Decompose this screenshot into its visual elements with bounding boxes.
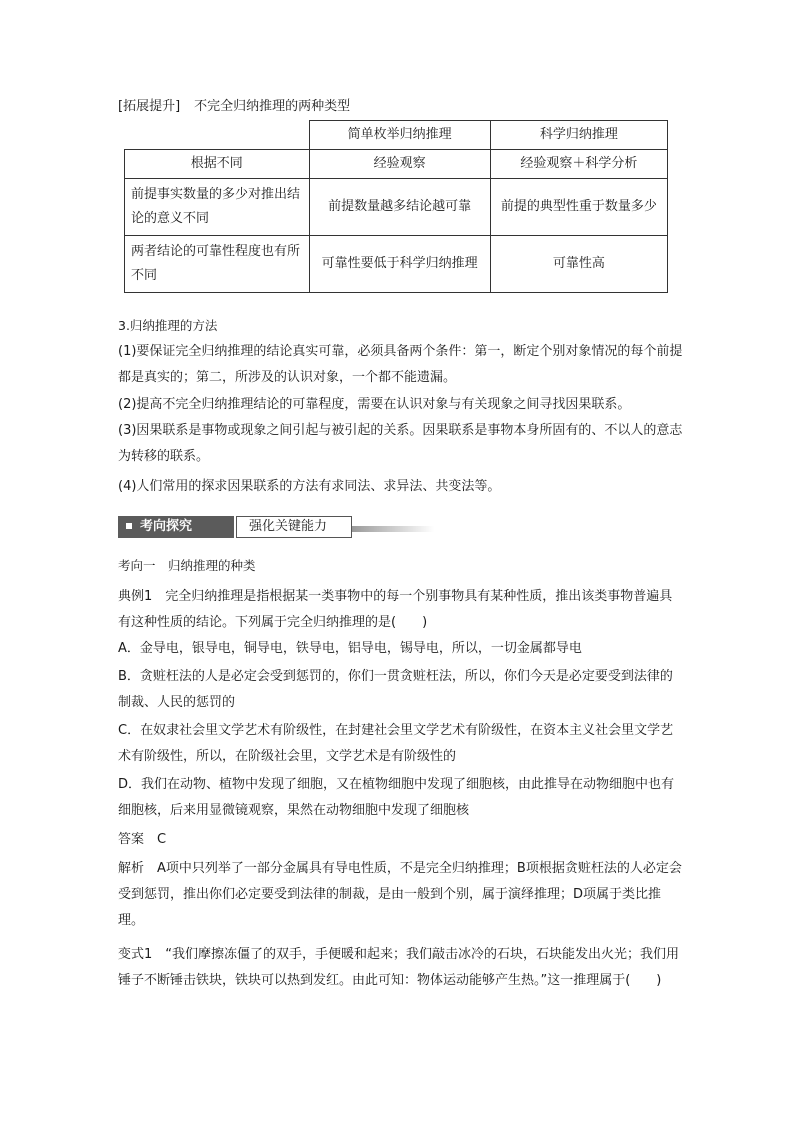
example-option-d: D．我们在动物、植物中发现了细胞，又在植物细胞中发现了细胞核，由此推导在动物细胞中也有细胞核，后来用显微镜观察，果然在动物细胞中发现了细胞核 xyxy=(118,777,675,818)
comparison-table xyxy=(124,120,668,293)
direction-title: 考向一 归纳推理的种类 xyxy=(118,558,256,573)
banner-dark-label: 考向探究 xyxy=(118,516,234,538)
method-paragraph-3: (3)因果联系是事物或现象之间引起与被引起的关系。因果联系是事物本身所固有的、不以人的意志为转移的联系。 xyxy=(118,423,683,464)
extension-heading xyxy=(118,95,350,114)
table-cell-label: 前提事实数量的多少对推出结论的意义不同 xyxy=(125,179,310,236)
answer-label: 答案 xyxy=(118,832,145,847)
example-stem xyxy=(118,584,683,636)
section-banner xyxy=(118,516,434,538)
table-header-scientific: 科学归纳推理 xyxy=(490,121,667,150)
example-label: 典例1 xyxy=(118,589,153,604)
table-cell-scientific: 可靠性高 xyxy=(490,236,667,293)
table-row xyxy=(125,150,668,179)
analysis-label: 解析 xyxy=(118,861,145,876)
example-option-a: A．金导电，银导电，铜导电，铁导电，铝导电，锡导电，所以，一切金属都导电 xyxy=(118,641,582,656)
extension-title: 不完全归纳推理的两种类型 xyxy=(194,99,351,114)
example-option-b: B．贪赃枉法的人是必定会受到惩罚的，你们一贯贪赃枉法，所以，你们今天是必定要受到法律的制裁、人民的惩罚的 xyxy=(118,669,673,710)
variant-label: 变式1 xyxy=(118,947,153,962)
table-cell-simple: 经验观察 xyxy=(309,150,490,179)
table-row xyxy=(125,236,668,293)
table-cell-simple: 可靠性要低于科学归纳推理 xyxy=(309,236,490,293)
table-header-simple: 简单枚举归纳推理 xyxy=(309,121,490,150)
table-cell-scientific: 经验观察＋科学分析 xyxy=(490,150,667,179)
table-row xyxy=(125,179,668,236)
banner-fade-bar xyxy=(352,526,434,532)
table-cell-label: 根据不同 xyxy=(125,150,310,179)
example-stem-text: 完全归纳推理是指根据某一类事物中的每一个别事物具有某种性质，推出该类事物普遍具有这种性质的结论。下列属于完全归纳推理的是( ) xyxy=(118,589,673,630)
variant-stem: “我们摩擦冻僵了的双手，手便暖和起来；我们敲击冰冷的石块，石块能发出火光；我们用锤子不断锤击铁块，铁块可以热到发红。由此可知：物体运动能够产生热。”这一推理属于( ) xyxy=(118,947,680,988)
answer-value: C xyxy=(157,832,167,847)
method-paragraph-4: (4)人们常用的探求因果联系的方法有求同法、求异法、共变法等。 xyxy=(118,479,501,494)
table-cell-scientific: 前提的典型性重于数量多少 xyxy=(490,179,667,236)
method-paragraph-1: (1)要保证完全归纳推理的结论真实可靠，必须具备两个条件：第一，断定个别对象情况的每个前提都是真实的；第二，所涉及的认识对象，一个都不能遗漏。 xyxy=(118,344,683,385)
table-cell-simple: 前提数量越多结论越可靠 xyxy=(309,179,490,236)
variant-paragraph xyxy=(118,942,683,994)
square-bullet-icon xyxy=(126,523,132,529)
method-paragraph-2: (2)提高不完全归纳推理结论的可靠程度，需要在认识对象与有关现象之间寻找因果联系。 xyxy=(118,397,631,412)
banner-light-label: 强化关键能力 xyxy=(236,516,352,538)
extension-tag: [拓展提升] xyxy=(118,99,181,114)
method-title: 3.归纳推理的方法 xyxy=(118,318,218,333)
table-header-empty xyxy=(125,121,310,150)
table-cell-label: 两者结论的可靠性程度也有所不同 xyxy=(125,236,310,293)
analysis-paragraph xyxy=(118,856,683,934)
answer-line xyxy=(118,827,166,853)
analysis-text: A项中只列举了一部分金属具有导电性质，不是完全归纳推理；B项根据贪赃枉法的人必定会受到惩罚，推出你们必定要受到法律的制裁，是由一般到个别，属于演绎推理；D项属于类比推理。 xyxy=(118,861,682,928)
example-option-c: C．在奴隶社会里文学艺术有阶级性，在封建社会里文学艺术有阶级性，在资本主义社会里文学艺术有阶级性，所以，在阶级社会里，文学艺术是有阶级性的 xyxy=(118,723,674,764)
table-header-row xyxy=(125,121,668,150)
